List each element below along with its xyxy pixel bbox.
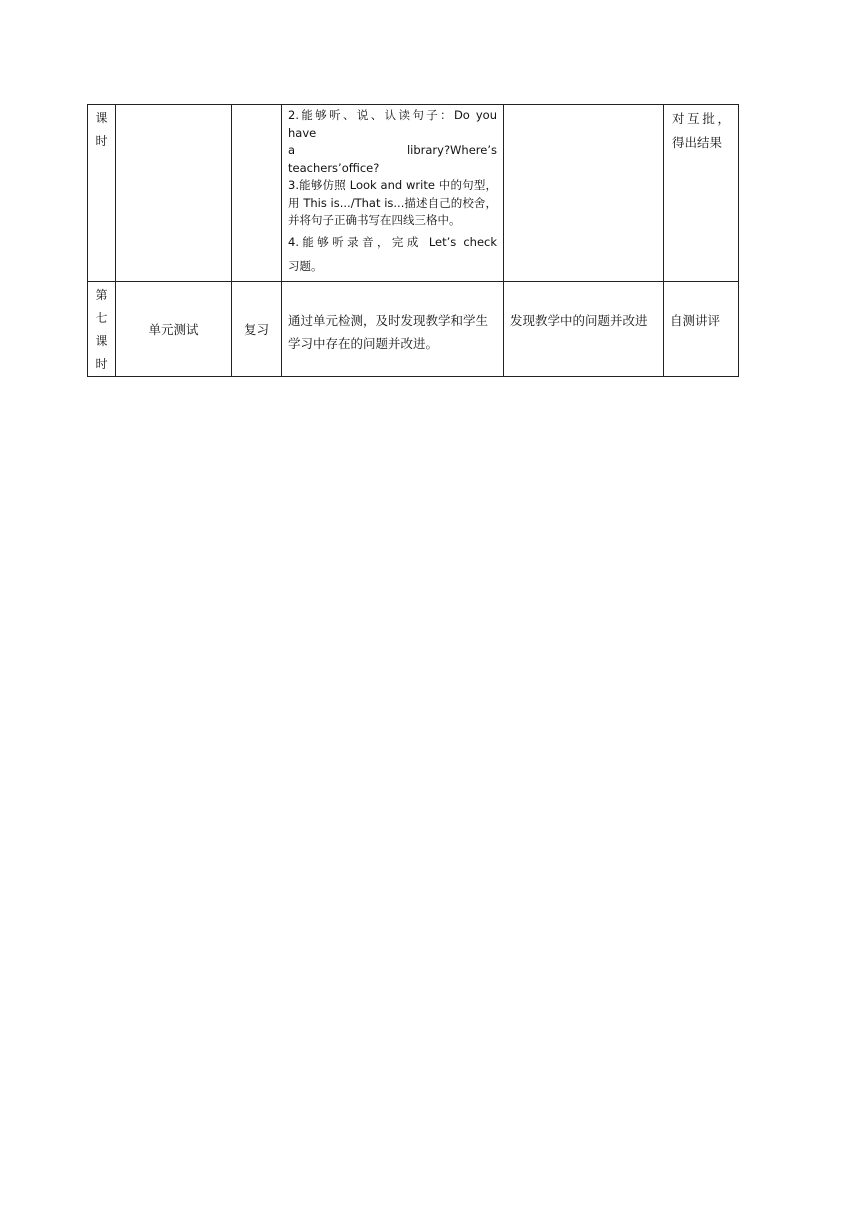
table-row — [88, 105, 739, 282]
evaluation-line: 得出结果 — [672, 135, 723, 150]
purpose-cell — [504, 105, 664, 282]
purpose-cell: 发现教学中的问题并改进 — [504, 281, 664, 376]
lesson-label-char: 第 — [95, 287, 108, 302]
table-row — [88, 281, 739, 376]
objective-line: teachers’office? — [288, 160, 380, 175]
evaluation-cell: 自测讲评 — [664, 281, 739, 376]
type-cell: 复习 — [232, 281, 282, 376]
lesson-label-char: 时 — [95, 356, 108, 371]
objective-line: 2.能够听、说、认读句子：Do you have — [288, 108, 497, 140]
objective-line-text: a library?Where’s — [288, 143, 497, 157]
type-cell — [232, 105, 282, 282]
lesson-label-char: 时 — [95, 134, 108, 148]
lesson-label-cell — [88, 281, 116, 376]
evaluation-line: 对互批， — [672, 111, 730, 126]
objective-line — [288, 142, 497, 160]
objectives-cell: 通过单元检测，及时发现教学和学生学习中存在的问题并改进。 — [282, 281, 504, 376]
lesson-label-char: 课 — [95, 111, 108, 125]
topic-cell — [116, 105, 232, 282]
lesson-label-char: 七 — [95, 310, 108, 325]
evaluation-cell — [664, 105, 739, 282]
topic-cell: 单元测试 — [116, 281, 232, 376]
lesson-label-char: 课 — [95, 333, 108, 348]
objectives-cell — [282, 105, 504, 282]
objective-line: 4.能够听录音，完成 Let’s check — [288, 234, 497, 249]
lesson-label-cell — [88, 105, 116, 282]
objective-line: 3.能够仿照 Look and write 中的句型，用 This is.../That is...描述自己的校舍，并将句子正确书写在四线三格中。 — [288, 178, 497, 227]
lesson-plan-table — [87, 104, 739, 377]
objective-line: 习题。 — [288, 258, 323, 273]
